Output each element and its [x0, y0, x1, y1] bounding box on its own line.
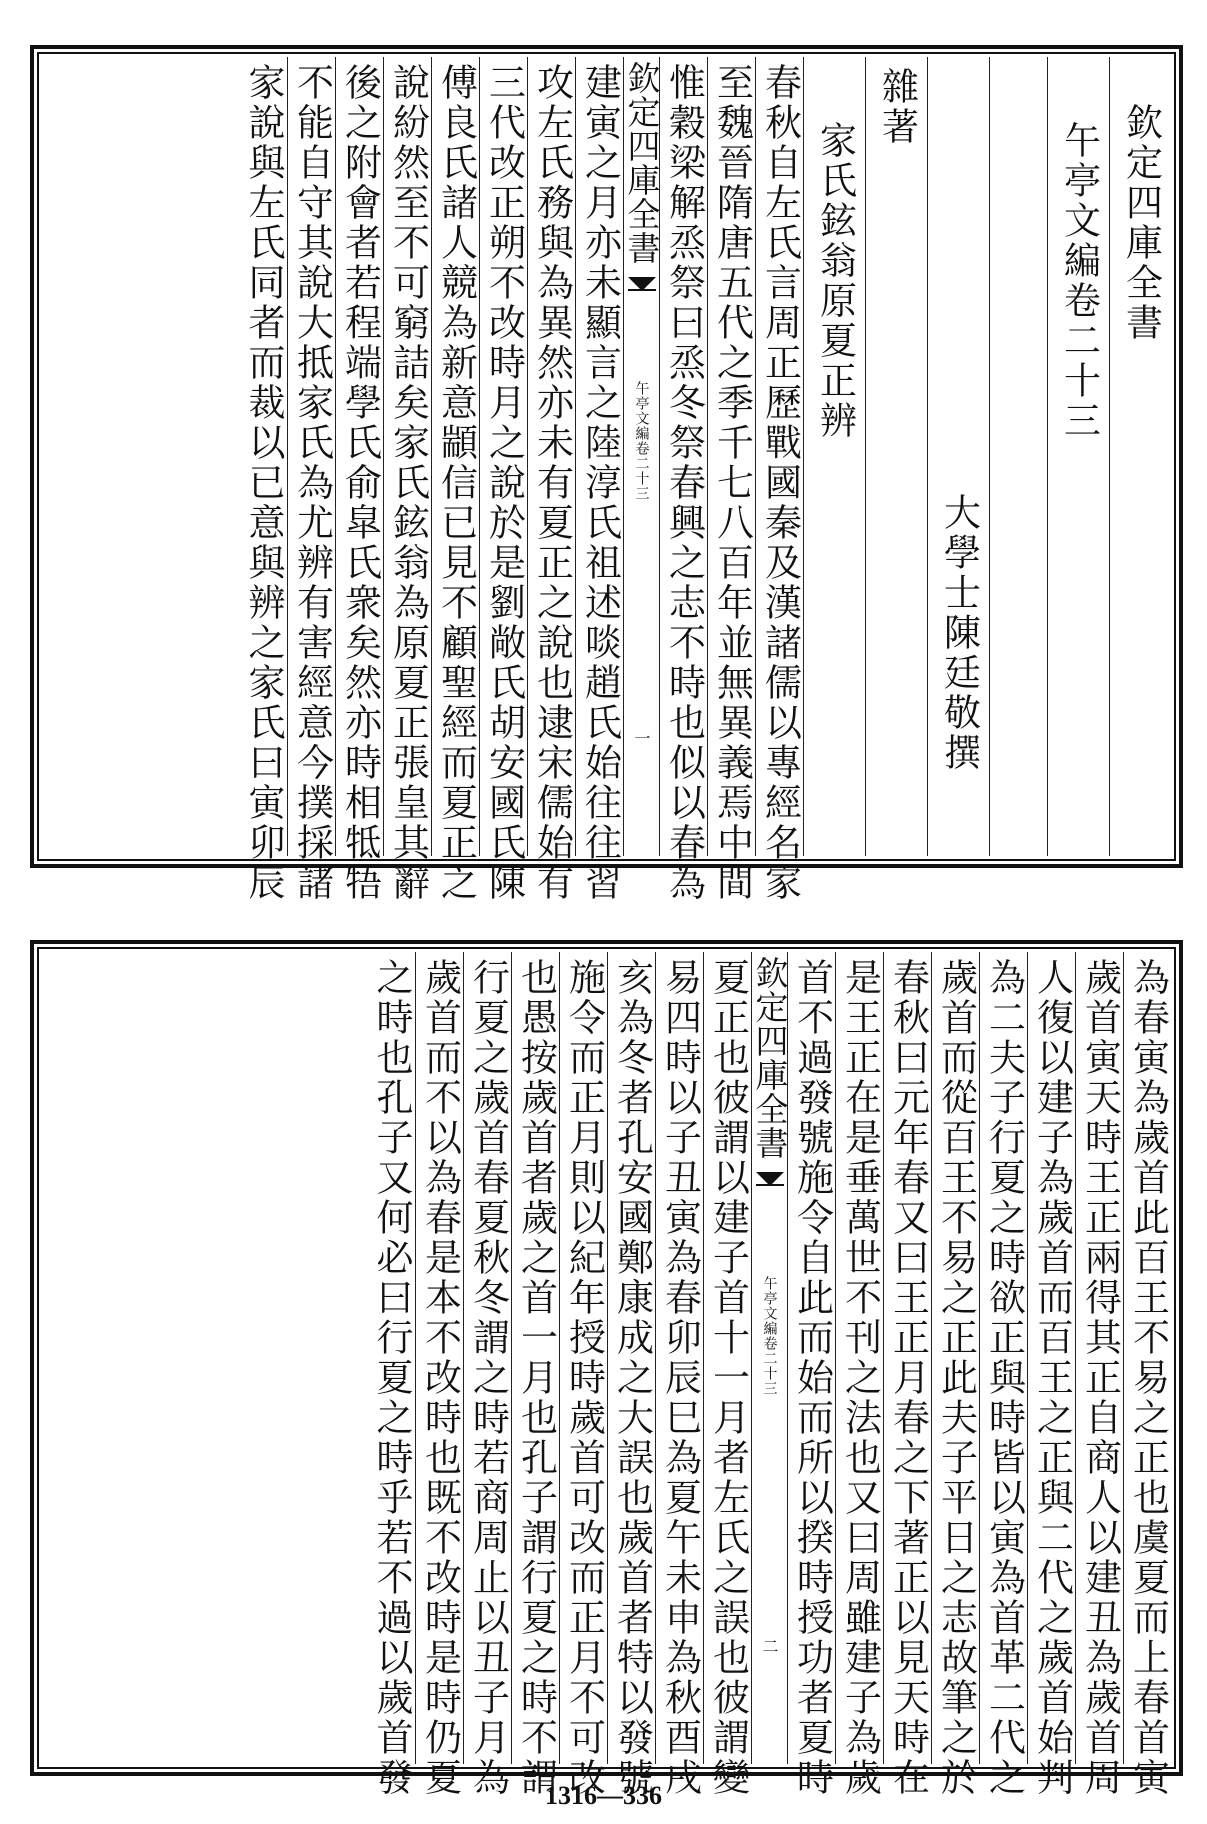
- column-text: 家氏鉉翁原夏正辨: [813, 121, 857, 441]
- text-column-body: [755, 57, 803, 903]
- column-text: 春秋自左氏言周正歷戰國秦及漢諸儒以專經名家: [758, 63, 802, 903]
- spine-title: 欽定四庫全書: [750, 956, 790, 1160]
- spine-page-number: 二: [760, 1638, 779, 1654]
- column-text: 為二夫子行夏之時欲正與時皆以寅為首革二代之: [982, 958, 1026, 1798]
- text-column-body: [463, 952, 511, 1798]
- spine-marker: [622, 57, 662, 856]
- column-text: 三代改正朔不改時月之說於是劉敞氏胡安國氏陳: [482, 63, 526, 903]
- column-text: 易四時以子丑寅為春卯辰巳為夏午未申為秋酉戌: [658, 958, 702, 1798]
- text-column-blank: [989, 57, 1047, 856]
- text-column-body: [931, 952, 979, 1798]
- column-text: 至魏晉隋唐五代之季千七八百年並無異義焉中間: [710, 63, 754, 903]
- fish-tail-mark-icon: [628, 277, 656, 291]
- text-column-body: [835, 952, 883, 1798]
- column-text: 欽定四庫全書: [1119, 103, 1163, 343]
- spine-title: 欽定四庫全書: [622, 61, 662, 265]
- spine-book-title: 午亭文編卷二十三: [633, 381, 650, 501]
- column-text: 後之附會者若程端學氏俞皐氏衆矣然亦時相牴牾: [338, 63, 382, 903]
- text-column-body: [787, 952, 835, 1798]
- text-column-body: [383, 57, 431, 903]
- column-text: 傅良氏諸人競為新意顓信已見不顧聖經而夏正之: [434, 63, 478, 903]
- text-column-body: [527, 57, 575, 903]
- text-column-author: [927, 57, 989, 856]
- page-number-footer: 1316—336: [545, 1781, 662, 1810]
- column-text: 也愚按歲首者歲之首一月也孔子謂行夏之時不謂: [514, 958, 558, 1798]
- spine-marker: [750, 952, 790, 1764]
- column-text: 為春寅為歲首此百王不易之正也虞夏而上春首寅: [1126, 958, 1170, 1798]
- column-text: 是王正在是垂萬世不刊之法也又曰周雖建子為歲: [838, 958, 882, 1798]
- column-text: 說紛然至不可窮詰矣家氏鉉翁為原夏正張皇其辭: [386, 63, 430, 903]
- text-column-subheading: [865, 57, 927, 856]
- text-columns-top: [42, 57, 1171, 903]
- text-column-body: [431, 57, 479, 903]
- column-text: 家說與左氏同者而裁以已意與辨之家氏曰寅卯辰: [242, 63, 285, 903]
- column-text: 午亭文編卷二十三: [1057, 121, 1101, 441]
- column-text: 大學士陳廷敬撰: [937, 493, 981, 773]
- text-column-body: [287, 57, 335, 903]
- text-column-body: [1123, 952, 1171, 1798]
- spine-page-number: 一: [632, 730, 651, 746]
- text-column-body: [559, 952, 607, 1798]
- text-column-body: [511, 952, 559, 1798]
- text-column-heading: [803, 57, 865, 856]
- text-column-body: [1075, 952, 1123, 1798]
- text-column-body: [479, 57, 527, 903]
- column-text: 惟穀梁解烝祭曰烝冬祭春興之志不時也似以春為: [662, 63, 706, 903]
- text-column-body: [703, 952, 751, 1798]
- column-text: 亥為冬者孔安國鄭康成之大誤也歲首者特以發號: [610, 958, 654, 1798]
- text-column-body: [655, 952, 703, 1798]
- column-text: 攻左氏務與為異然亦未有夏正之說也逮宋儒始有: [530, 63, 574, 903]
- column-text: 施令而正月則以紀年授時歲首可改而正月不可改: [562, 958, 606, 1798]
- column-text: 夏正也彼謂以建子首十一月者左氏之誤也彼謂變: [706, 958, 750, 1798]
- column-text: 行夏之歲首春夏秋冬謂之時若商周止以丑子月為: [466, 958, 510, 1798]
- column-text: 春秋曰元年春又曰王正月春之下著正以見天時在: [886, 958, 930, 1798]
- column-text: 歲首而從百王不易之正此夫子平日之志故筆之於: [934, 958, 978, 1798]
- column-text: 首不過發號施令自此而始而所以揆時授功者夏時: [790, 958, 834, 1798]
- spine-book-title: 午亭文編卷二十三: [761, 1276, 778, 1396]
- text-column-body: [575, 57, 623, 903]
- page-panel-top: [30, 45, 1183, 903]
- text-column-body: [415, 952, 463, 1798]
- text-column-body: [979, 952, 1027, 1798]
- text-column-body: [239, 57, 287, 903]
- text-column-body: [607, 952, 655, 1798]
- text-column-body: [659, 57, 707, 903]
- text-column-body: [1027, 952, 1075, 1798]
- column-text: 歲首寅天時王正兩得其正自商人以建丑為歲首周: [1078, 958, 1122, 1798]
- column-text: 不能自守其說大抵家氏為尤辨有害經意今撲採諸: [290, 63, 334, 903]
- text-column-body: [883, 952, 931, 1798]
- column-text: 之時也孔子又何必曰行夏之時乎若不過以歲首發: [370, 958, 413, 1798]
- column-text: 雜著: [875, 67, 919, 147]
- column-text: 人復以建子為歲首而百王之正與二代之歲首始判: [1030, 958, 1074, 1798]
- column-text: 建寅之月亦未顯言之陸淳氏祖述啖趙氏始往往習: [578, 63, 622, 903]
- text-column-body: [335, 57, 383, 903]
- column-text: 歲首而不以為春是本不改時也既不改時是時仍夏: [418, 958, 462, 1798]
- text-column-body: [367, 952, 415, 1798]
- fish-tail-mark-icon: [756, 1172, 784, 1186]
- text-column-heading: [1047, 57, 1109, 856]
- text-column-title: [1109, 57, 1171, 856]
- text-column-body: [707, 57, 755, 903]
